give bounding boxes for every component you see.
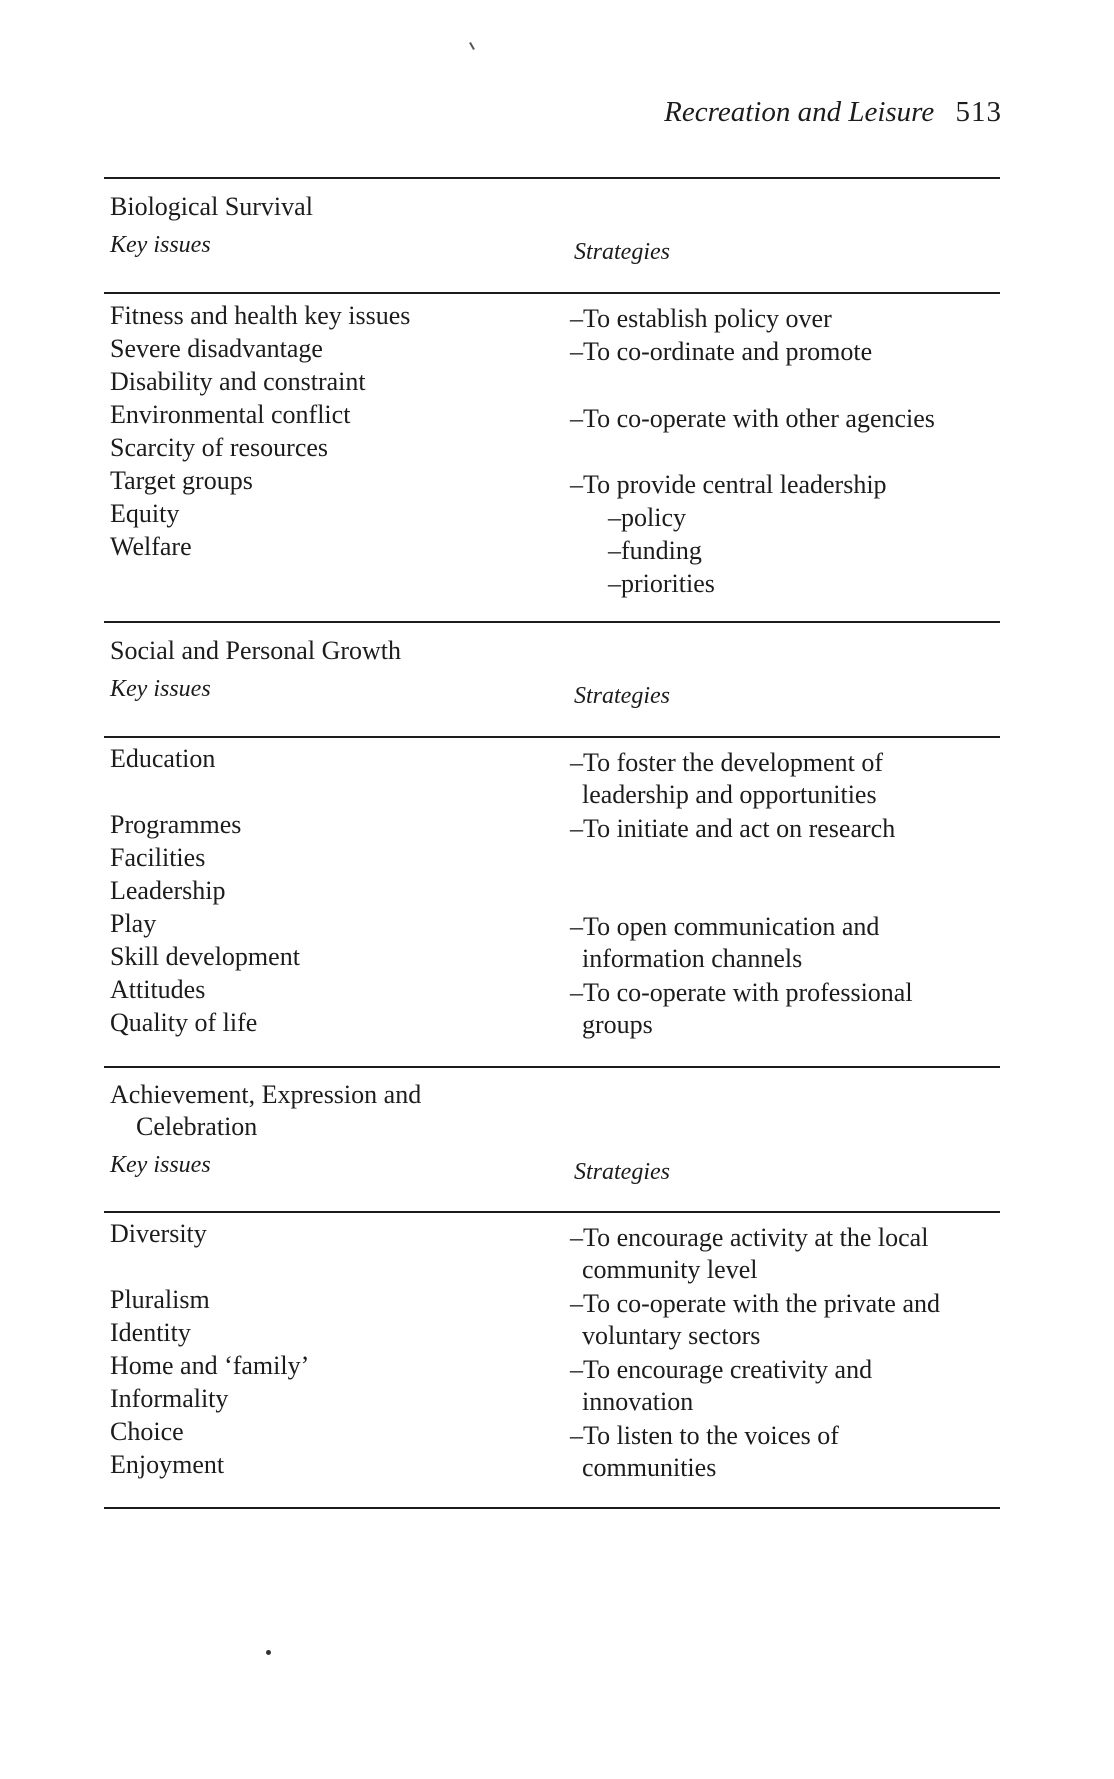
- list-item: Scarcity of resources: [110, 433, 329, 462]
- list-item: Diversity: [110, 1219, 207, 1248]
- strategy-continuation: innovation: [582, 1387, 694, 1416]
- list-item: –policy: [608, 503, 686, 532]
- list-item: Home and ‘family’: [110, 1351, 310, 1380]
- strategy-line: –To co-operate with the private and: [570, 1289, 940, 1318]
- list-item: Facilities: [110, 843, 206, 872]
- list-item: –To establish policy over: [570, 304, 832, 333]
- list-item: Pluralism: [110, 1285, 210, 1314]
- list-item: Equity: [110, 499, 180, 528]
- running-title: Recreation and Leisure: [664, 96, 935, 128]
- section-title-continuation: Celebration: [136, 1112, 258, 1141]
- strategies-heading: Strategies: [574, 1159, 670, 1185]
- list-item: Enjoyment: [110, 1450, 225, 1479]
- list-item: –To provide central leadership: [570, 470, 887, 499]
- list-item: –To initiate and act on research: [570, 814, 896, 843]
- list-item: –To co-operate with other agencies: [570, 404, 935, 433]
- strategies-heading: Strategies: [574, 239, 670, 265]
- section-top-rule: [104, 621, 1000, 623]
- list-item: [570, 911, 879, 975]
- strategy-line: –To co-operate with professional: [570, 978, 913, 1007]
- list-item: Severe disadvantage: [110, 334, 323, 363]
- list-item: Environmental conflict: [110, 400, 351, 429]
- list-item: Quality of life: [110, 1008, 258, 1037]
- strategy-line: –To foster the development of: [570, 748, 883, 777]
- list-item: Choice: [110, 1417, 184, 1446]
- list-item: [570, 1354, 872, 1418]
- list-item: –To co-ordinate and promote: [570, 337, 873, 366]
- list-item: Disability and constraint: [110, 367, 366, 396]
- strategy-line: –To encourage creativity and: [570, 1355, 873, 1384]
- strategy-continuation: voluntary sectors: [582, 1321, 761, 1350]
- list-item: [570, 1288, 940, 1352]
- header-rule: [104, 1211, 1000, 1213]
- list-item: Target groups: [110, 466, 253, 495]
- list-item: Programmes: [110, 810, 242, 839]
- key-issues-heading: Key issues: [110, 676, 211, 702]
- list-item: Welfare: [110, 532, 192, 561]
- strategies-heading: Strategies: [574, 683, 670, 709]
- section-title: Social and Personal Growth: [110, 636, 402, 665]
- list-item: Informality: [110, 1384, 229, 1413]
- key-issues-heading: Key issues: [110, 232, 211, 258]
- section-top-rule: [104, 1066, 1000, 1068]
- list-item: Skill development: [110, 942, 300, 971]
- section-title: [110, 1079, 421, 1143]
- strategy-line: –To encourage activity at the local: [570, 1223, 929, 1252]
- list-item: Education: [110, 744, 216, 773]
- list-item: Fitness and health key issues: [110, 301, 411, 330]
- list-item: –priorities: [608, 569, 715, 598]
- stray-tick-mark: [469, 42, 475, 50]
- page-number: 513: [955, 96, 1002, 128]
- key-issues-heading: Key issues: [110, 1152, 211, 1178]
- section-bottom-rule: [104, 1507, 1000, 1509]
- section-top-rule: [104, 177, 1000, 179]
- list-item: –funding: [608, 536, 702, 565]
- list-item: Identity: [110, 1318, 191, 1347]
- strategy-continuation: groups: [582, 1010, 653, 1039]
- list-item: Attitudes: [110, 975, 206, 1004]
- list-item: [570, 977, 913, 1041]
- header-rule: [104, 736, 1000, 738]
- section-title-line: Achievement, Expression and: [110, 1080, 422, 1109]
- strategy-continuation: community level: [582, 1255, 758, 1284]
- list-item: Leadership: [110, 876, 226, 905]
- list-item: [570, 1420, 839, 1484]
- strategy-line: –To listen to the voices of: [570, 1421, 839, 1450]
- list-item: Play: [110, 909, 157, 938]
- strategy-continuation: leadership and opportunities: [582, 780, 877, 809]
- list-item: [570, 1222, 928, 1286]
- running-header: [664, 95, 1002, 129]
- strategy-continuation: information channels: [582, 944, 803, 973]
- list-item: [570, 747, 883, 811]
- strategy-line: –To open communication and: [570, 912, 880, 941]
- section-title: Biological Survival: [110, 192, 313, 221]
- header-rule: [104, 292, 1000, 294]
- stray-dot-mark: [266, 1650, 271, 1655]
- strategy-continuation: communities: [582, 1453, 717, 1482]
